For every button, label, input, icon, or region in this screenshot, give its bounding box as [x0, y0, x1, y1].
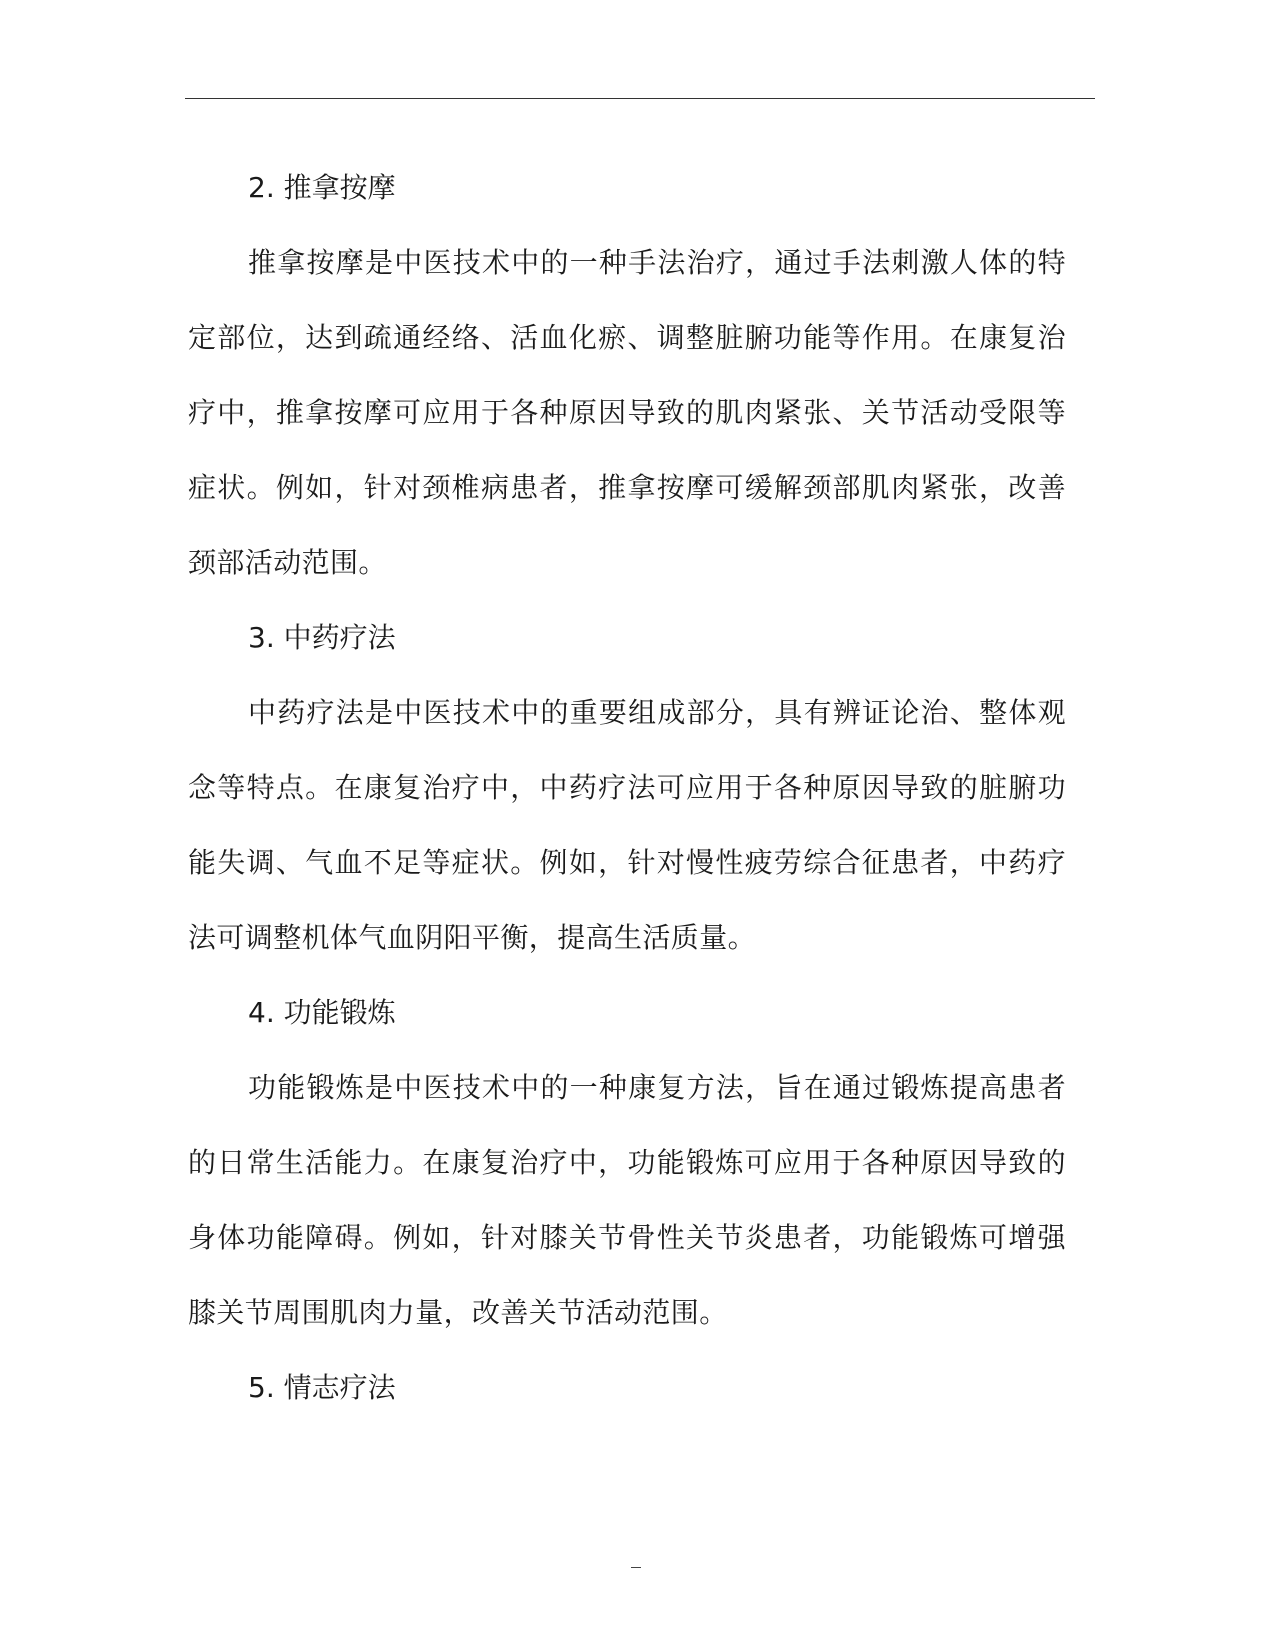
header-rule — [185, 98, 1095, 99]
page-footer-mark — [631, 1567, 641, 1568]
section-heading: 2. 推拿按摩 — [248, 171, 396, 204]
section-heading: 5. 情志疗法 — [248, 1371, 396, 1404]
section-paragraph: 中药疗法是中医技术中的重要组成部分，具有辨证论治、整体观念等特点。在康复治疗中，中药疗法可应用于各种原因导致的脏腑功能失调、气血不足等症状。例如，针对慢性疲劳综合征患者，中药疗法可调整机体气血阴阳平衡，提高生活质量。 — [188, 696, 1066, 954]
section-heading: 4. 功能锻炼 — [248, 996, 396, 1029]
section-paragraph: 推拿按摩是中医技术中的一种手法治疗，通过手法刺激人体的特定部位，达到疏通经络、活血化瘀、调整脏腑功能等作用。在康复治疗中，推拿按摩可应用于各种原因导致的肌肉紧张、关节活动受限等症状。例如，针对颈椎病患者，推拿按摩可缓解颈部肌肉紧张，改善颈部活动范围。 — [188, 246, 1066, 579]
section-paragraph: 功能锻炼是中医技术中的一种康复方法，旨在通过锻炼提高患者的日常生活能力。在康复治疗中，功能锻炼可应用于各种原因导致的身体功能障碍。例如，针对膝关节骨性关节炎患者，功能锻炼可增强膝关节周围肌肉力量，改善关节活动范围。 — [188, 1071, 1066, 1329]
section-heading: 3. 中药疗法 — [248, 621, 396, 654]
document-body — [188, 150, 1066, 1425]
